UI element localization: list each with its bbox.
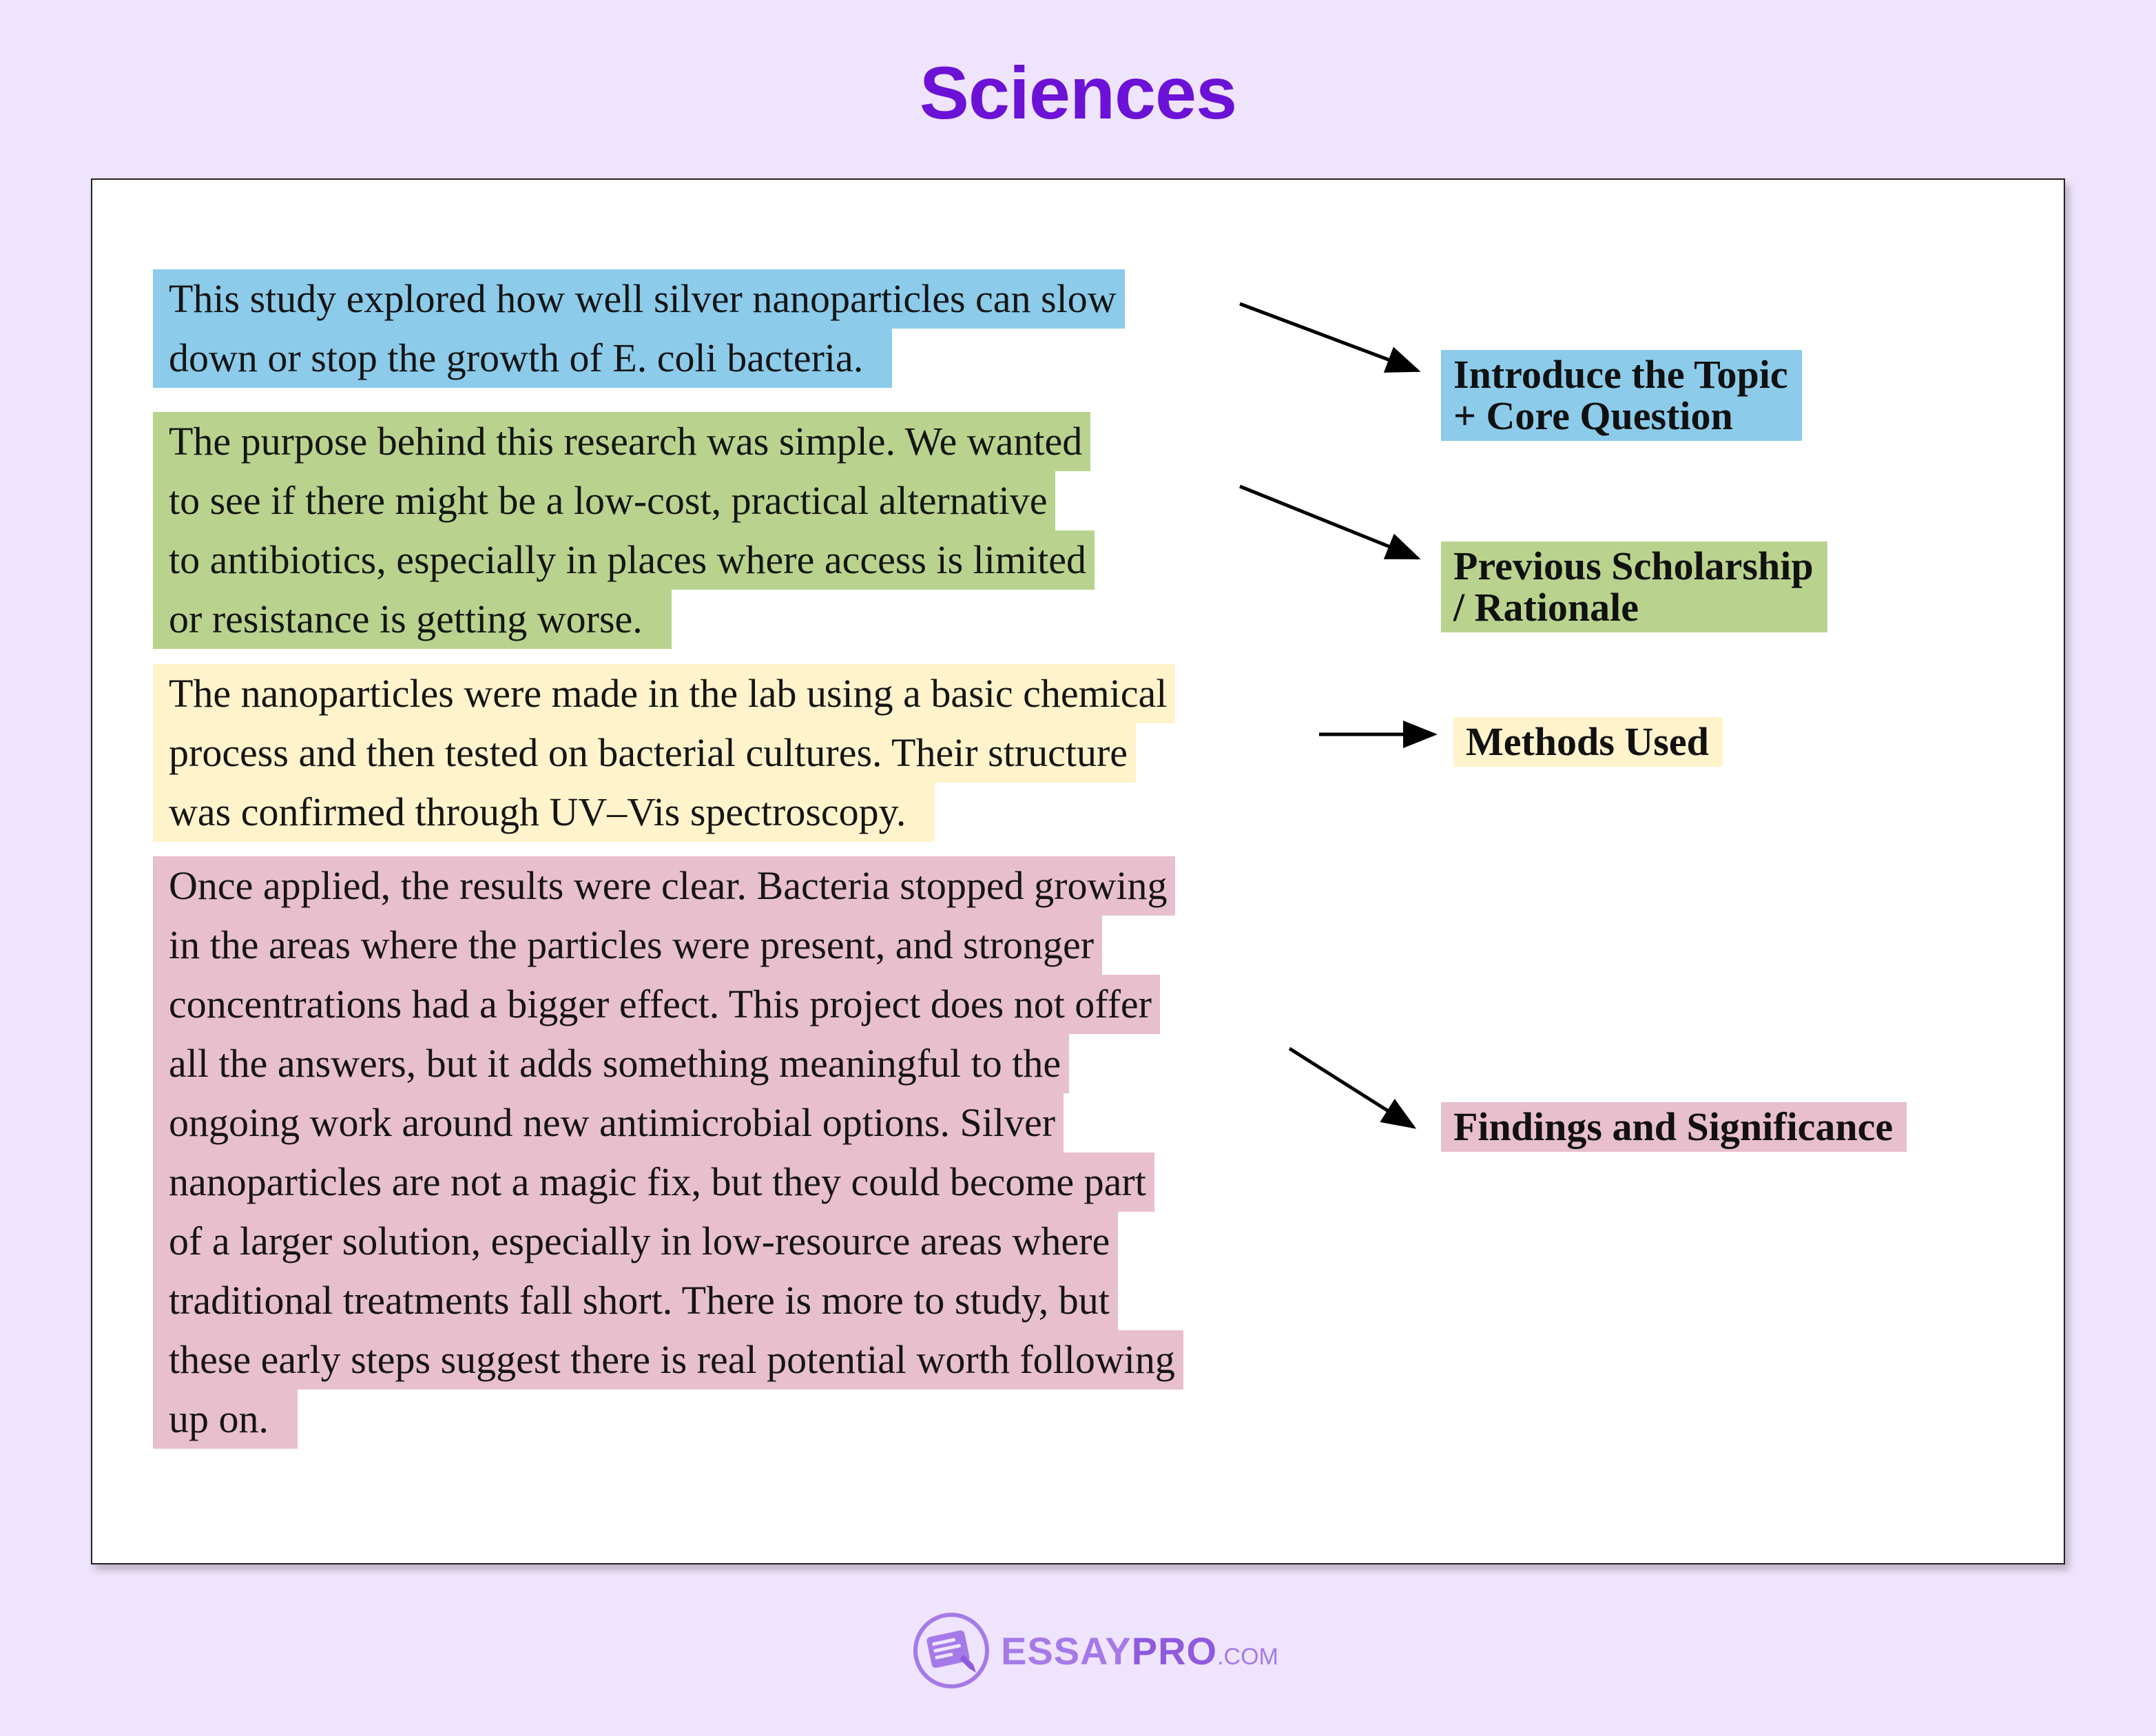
paragraph-line: in the areas where the particles were present, and stronger [153, 916, 1102, 975]
paragraph-line: The nanoparticles were made in the lab using a basic chemical [153, 664, 1175, 723]
paragraph-line: traditional treatments fall short. There is more to study, but [153, 1271, 1118, 1330]
brand-wordmark [1001, 1629, 1278, 1673]
label-line: Methods Used [1466, 719, 1709, 764]
paragraph-line: of a larger solution, especially in low-resource areas where [153, 1212, 1118, 1271]
brand-name-a: ESSAY [1001, 1629, 1132, 1673]
brand-name-b: PRO [1131, 1629, 1218, 1673]
document-pen-icon [911, 1611, 991, 1691]
paragraph-line: all the answers, but it adds something meaningful to the [153, 1034, 1069, 1093]
paragraph-line: concentrations had a bigger effect. This project does not offer [153, 975, 1160, 1034]
paragraph-line: The purpose behind this research was simple. We wanted [153, 412, 1090, 471]
page-title: Sciences [919, 51, 1237, 134]
paragraph-line: Once applied, the results were clear. Bacteria stopped growing [153, 856, 1175, 916]
brand-suffix: .COM [1217, 1643, 1278, 1670]
label-methods [1453, 717, 1723, 767]
paragraph-line: down or stop the growth of E. coli bacteria. [153, 329, 892, 388]
paragraph-line: ongoing work around new antimicrobial options. Silver [153, 1093, 1064, 1153]
paragraph-line: up on. [153, 1389, 298, 1449]
paragraph-line: This study explored how well silver nanoparticles can slow [153, 269, 1125, 329]
paragraph-line: to see if there might be a low-cost, practical alternative [153, 471, 1055, 530]
label-line: Findings and Significance [1453, 1104, 1894, 1149]
paragraph-methods [153, 664, 1175, 842]
label-line: Previous Scholarship [1453, 544, 1814, 588]
paragraph-line: process and then tested on bacterial cultures. Their structure [153, 723, 1136, 783]
paragraph-line: to antibiotics, especially in places where access is limited [153, 530, 1095, 590]
label-findings [1441, 1102, 1907, 1152]
label-line: / Rationale [1453, 585, 1639, 630]
brand-logo [911, 1609, 1278, 1692]
paragraph-line: was confirmed through UV–Vis spectroscopy. [153, 783, 935, 842]
paragraph-line: or resistance is getting worse. [153, 590, 672, 649]
paragraph-line: these early steps suggest there is real potential worth following [153, 1330, 1183, 1389]
label-line: Introduce the Topic [1453, 352, 1788, 397]
label-topic [1441, 350, 1802, 441]
label-line: + Core Question [1453, 393, 1733, 438]
paragraph-rationale [153, 412, 1095, 649]
paragraph-line: nanoparticles are not a magic fix, but they could become part [153, 1153, 1154, 1212]
label-rationale [1441, 541, 1827, 632]
paragraph-topic [153, 269, 1125, 388]
paragraph-findings [153, 856, 1183, 1449]
